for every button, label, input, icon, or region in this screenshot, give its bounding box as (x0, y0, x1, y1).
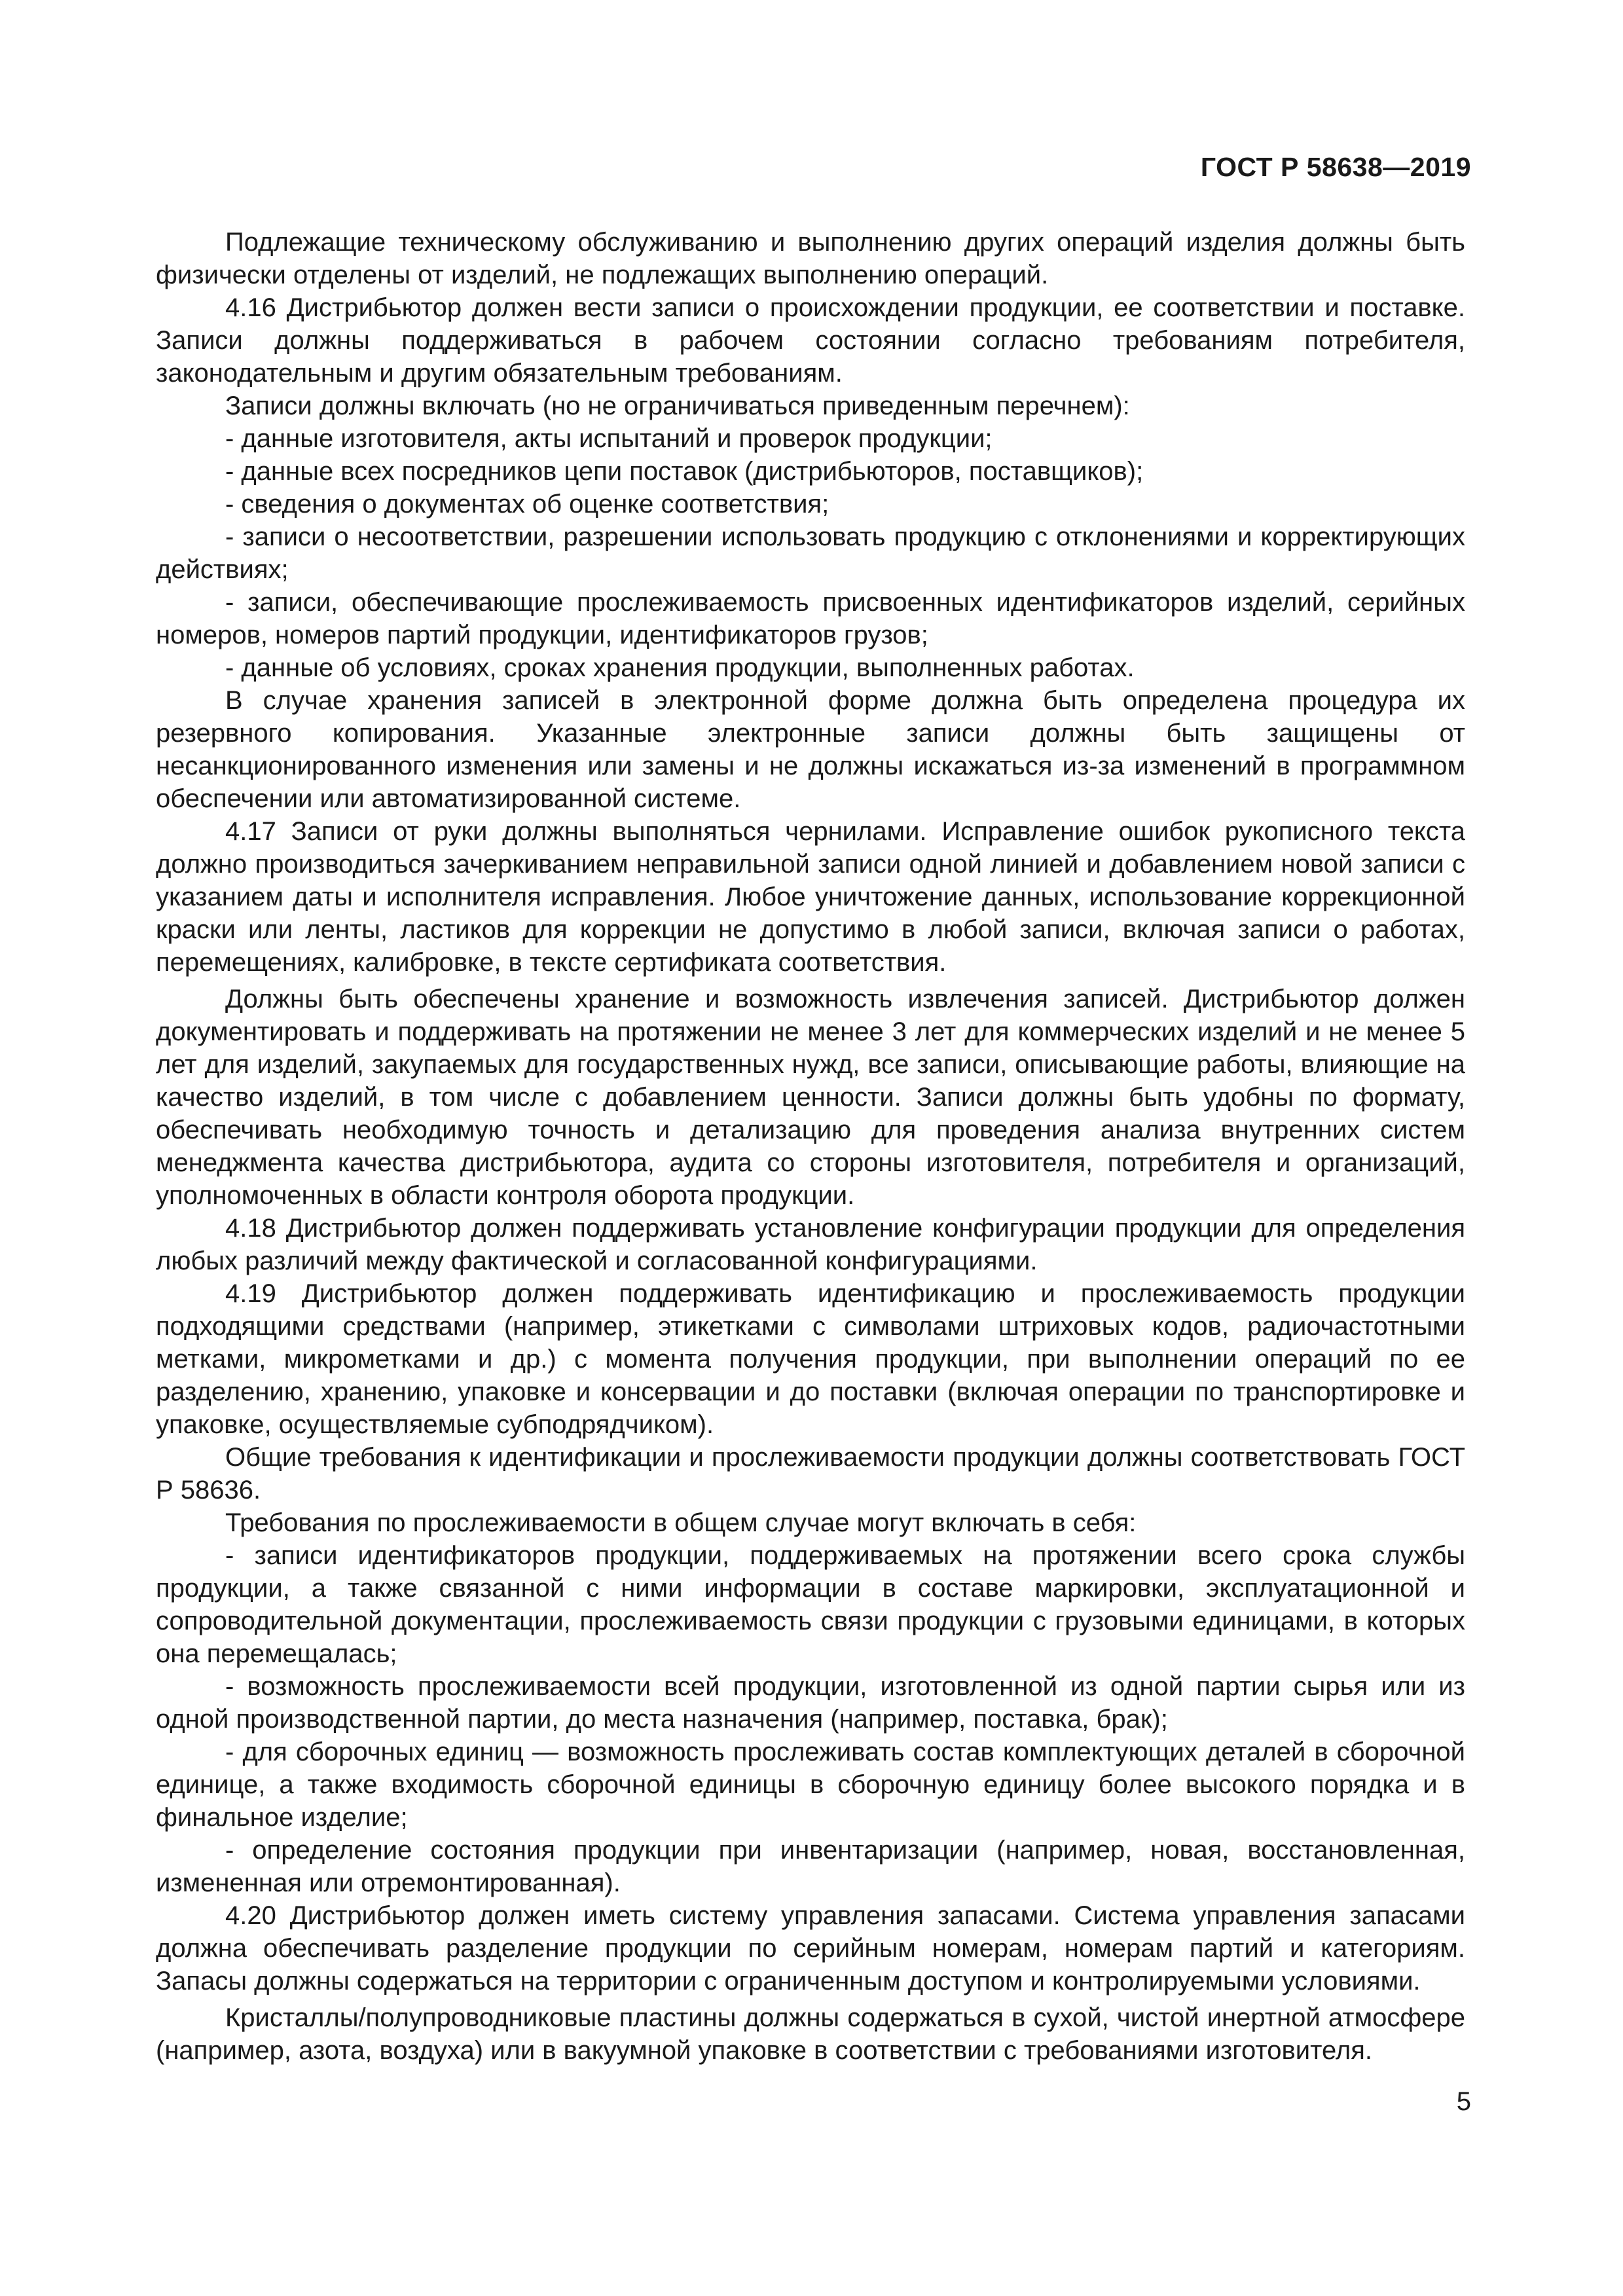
section-paragraph: 4.20 Дистрибьютор должен иметь систему управления запасами. Система управления запасами должна обеспечивать разделение продукции по серийным номерам, номерам партий и категориям. Запасы должны содержаться на территории с ограниченным доступом и контролируемыми условиями. (156, 1901, 1465, 1995)
paragraph: В случае хранения записей в электронной форме должна быть определена процедура их резервного копирования. Указанные электронные записи должны быть защищены от несанкционированного изменения или замены и не должны искажаться из-за изменений в программном обеспечении или автоматизированной системе. (156, 686, 1465, 813)
paragraph: Записи должны включать (но не ограничиваться приведенным перечнем): (225, 392, 1130, 420)
list-item: - определение состояния продукции при инвентаризации (например, новая, восстановленная, измененная или отремонтированная). (156, 1836, 1465, 1897)
section-paragraph: 4.17 Записи от руки должны выполняться чернилами. Исправление ошибок рукописного текста должно производиться зачеркиванием неправильной записи одной линией и добавлением новой записи с указанием даты и исполнителя исправления. Любое уничтожение данных, использование коррекционной краски или ленты, ластиков для коррекции не допустимо в любой записи, включая записи о работах, перемещениях, калибровке, в тексте сертификата соответствия. (156, 817, 1465, 977)
list-item: - для сборочных единиц — возможность прослеживать состав комплектующих деталей в сборочной единице, а также входимость сборочной единицы в сборочную единицу более высокого порядка и в финальное изделие; (156, 1738, 1465, 1832)
paragraph: Кристаллы/полупроводниковые пластины должны содержаться в сухой, чистой инертной атмосфере (например, азота, воздуха) или в вакуумной упаковке в соответствии с требованиями изготовителя. (156, 2003, 1465, 2065)
list-item: - возможность прослеживаемости всей продукции, изготовленной из одной партии сырья или из одной производственной партии, до места назначения (например, поставка, брак); (156, 1672, 1465, 1734)
list-item: - данные всех посредников цепи поставок (дистрибьюторов, поставщиков); (225, 457, 1144, 486)
document-header: ГОСТ Р 58638—2019 (1200, 152, 1471, 182)
list-item: - данные изготовителя, акты испытаний и проверок продукции; (225, 424, 993, 453)
page-number: 5 (1456, 2087, 1471, 2116)
section-paragraph: 4.19 Дистрибьютор должен поддерживать идентификацию и прослеживаемость продукции подходящими средствами (например, этикетками с символами штриховых кодов, радиочастотными метками, микрометками и др.) с момента получения продукции, при выполнении операций по ее разделению, хранению, упаковке и консервации и до поставки (включая операции по транспортировке и упаковке, осуществляемые субподрядчиком). (156, 1279, 1465, 1439)
list-item: - сведения о документах об оценке соответствия; (225, 490, 830, 519)
paragraph: Требования по прослеживаемости в общем случае могут включать в себя: (225, 1508, 1137, 1537)
document-body (156, 226, 1465, 2067)
list-item: - данные об условиях, сроках хранения продукции, выполненных работах. (225, 653, 1135, 682)
section-paragraph: 4.18 Дистрибьютор должен поддерживать установление конфигурации продукции для определения любых различий между фактической и согласованной конфигурациями. (156, 1214, 1465, 1275)
list-item: - записи о несоответствии, разрешении использовать продукцию с отклонениями и корректирующих действиях; (156, 522, 1465, 584)
paragraph: Общие требования к идентификации и прослеживаемости продукции должны соответствовать ГОСТ Р 58636. (156, 1443, 1465, 1504)
paragraph: Должны быть обеспечены хранение и возможность извлечения записей. Дистрибьютор должен документировать и поддерживать на протяжении не менее 3 лет для коммерческих изделий и не менее 5 лет для изделий, закупаемых для государственных нужд, все записи, описывающие работы, влияющие на качество изделий, в том числе с добавлением ценности. Записи должны быть удобны по формату, обеспечивать необходимую точность и детализацию для проведения анализа внутренних систем менеджмента качества дистрибьютора, аудита со стороны изготовителя, потребителя и организаций, уполномоченных в области контроля оборота продукции. (156, 985, 1465, 1210)
list-item: - записи идентификаторов продукции, поддерживаемых на протяжении всего срока службы продукции, а также связанной с ними информации в составе маркировки, эксплуатационной и сопроводительной документации, прослеживаемость связи продукции с грузовыми единицами, в которых она перемещалась; (156, 1541, 1465, 1668)
section-paragraph: 4.16 Дистрибьютор должен вести записи о происхождении продукции, ее соответствии и поставке. Записи должны поддерживаться в рабочем состоянии согласно требованиям потребителя, законодательным и другим обязательным требованиям. (156, 293, 1465, 388)
paragraph: Подлежащие техническому обслуживанию и выполнению других операций изделия должны быть физически отделены от изделий, не подлежащих выполнению операций. (156, 228, 1465, 289)
list-item: - записи, обеспечивающие прослеживаемость присвоенных идентификаторов изделий, серийных номеров, номеров партий продукции, идентификаторов грузов; (156, 588, 1465, 649)
